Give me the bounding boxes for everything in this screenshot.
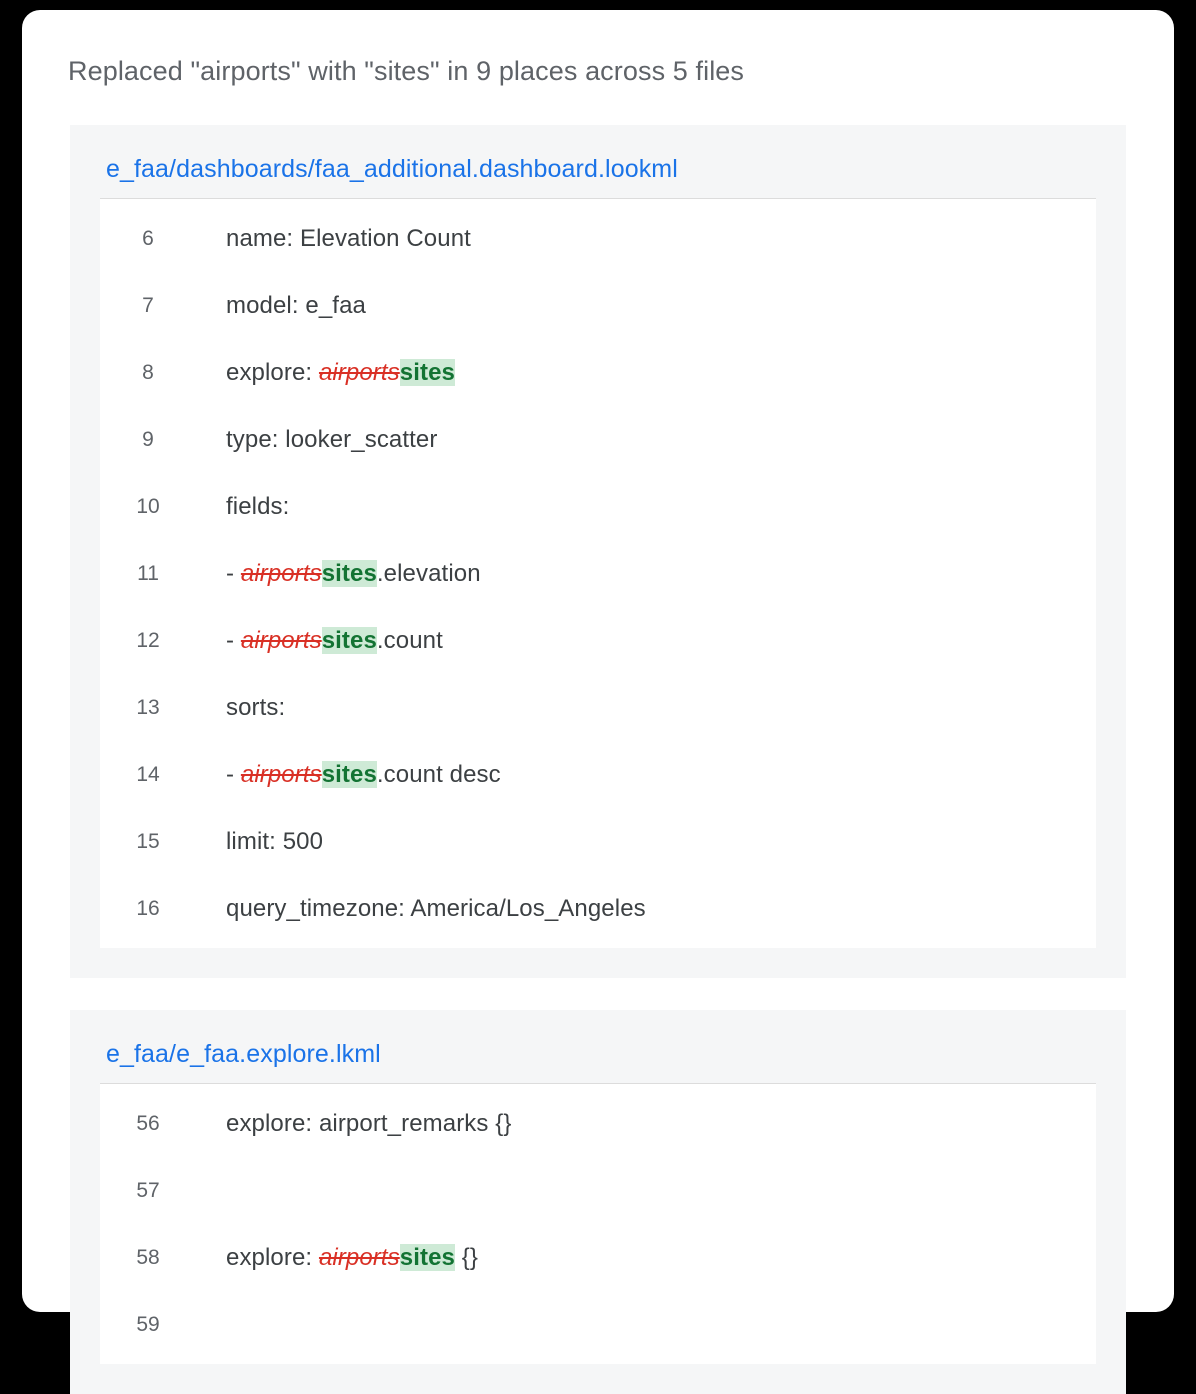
line-number: 14 bbox=[136, 762, 160, 786]
code-line-row bbox=[100, 741, 1096, 808]
inserted-text: sites bbox=[321, 559, 377, 587]
app-window bbox=[22, 10, 1174, 1336]
line-number: 6 bbox=[142, 226, 154, 250]
code-line-row bbox=[100, 205, 1096, 272]
code-text-segment: - bbox=[226, 760, 241, 788]
file-diff-card bbox=[70, 1010, 1126, 1394]
code-line-text bbox=[196, 359, 455, 387]
line-number: 10 bbox=[136, 494, 160, 518]
line-number: 9 bbox=[142, 427, 154, 451]
deleted-text: airports bbox=[318, 358, 400, 386]
code-line-row bbox=[100, 473, 1096, 540]
code-line-text bbox=[196, 895, 646, 923]
inserted-text: sites bbox=[399, 1243, 455, 1271]
code-block bbox=[100, 1084, 1096, 1364]
deleted-text: airports bbox=[240, 760, 322, 788]
code-text-segment: fields: bbox=[226, 492, 290, 520]
line-number: 59 bbox=[136, 1312, 160, 1336]
code-block bbox=[100, 199, 1096, 948]
code-line-text bbox=[196, 493, 289, 521]
code-line-text bbox=[196, 426, 437, 454]
line-number: 16 bbox=[136, 896, 160, 920]
code-text-segment: name: Elevation Count bbox=[226, 224, 471, 252]
line-number: 11 bbox=[137, 561, 159, 585]
file-path-link[interactable]: e_faa/e_faa.explore.lkml bbox=[106, 1040, 381, 1068]
code-line-row bbox=[100, 875, 1096, 942]
code-text-segment: - bbox=[226, 559, 241, 587]
code-text-segment: type: looker_scatter bbox=[226, 425, 438, 453]
deleted-text: airports bbox=[318, 1243, 400, 1271]
code-line-row bbox=[100, 1157, 1096, 1224]
line-number: 56 bbox=[136, 1111, 160, 1135]
code-line-row bbox=[100, 1224, 1096, 1291]
code-text-segment: sorts: bbox=[226, 693, 286, 721]
line-number: 7 bbox=[142, 293, 154, 317]
line-number: 13 bbox=[136, 695, 160, 719]
code-text-segment: .elevation bbox=[376, 559, 481, 587]
code-text-segment: - bbox=[226, 626, 241, 654]
code-line-row bbox=[100, 1090, 1096, 1157]
code-line-row bbox=[100, 272, 1096, 339]
code-text-segment: explore: bbox=[226, 1243, 319, 1271]
code-text-segment: explore: bbox=[226, 358, 319, 386]
file-path-link[interactable]: e_faa/dashboards/faa_additional.dashboard.lookml bbox=[106, 155, 678, 183]
line-number: 12 bbox=[136, 628, 160, 652]
deleted-text: airports bbox=[240, 626, 322, 654]
inserted-text: sites bbox=[321, 760, 377, 788]
code-line-row bbox=[100, 674, 1096, 741]
code-line-row bbox=[100, 339, 1096, 406]
line-number: 58 bbox=[136, 1245, 160, 1269]
code-line-text bbox=[196, 627, 443, 655]
code-line-row bbox=[100, 1291, 1096, 1358]
code-text-segment: .count bbox=[376, 626, 443, 654]
code-text-segment: model: e_faa bbox=[226, 291, 366, 319]
code-text-segment: {} bbox=[454, 1243, 478, 1271]
code-line-row bbox=[100, 406, 1096, 473]
code-line-text bbox=[196, 292, 366, 320]
code-line-text bbox=[196, 1110, 512, 1138]
code-line-text bbox=[196, 560, 481, 588]
file-diff-card bbox=[70, 125, 1126, 978]
code-line-text bbox=[196, 1244, 478, 1272]
code-line-row bbox=[100, 540, 1096, 607]
code-line-text bbox=[196, 828, 323, 856]
code-line-row bbox=[100, 808, 1096, 875]
code-line-row bbox=[100, 607, 1096, 674]
inserted-text: sites bbox=[399, 358, 455, 386]
code-line-text bbox=[196, 225, 471, 253]
code-text-segment: .count desc bbox=[376, 760, 501, 788]
line-number: 57 bbox=[136, 1178, 160, 1202]
line-number: 15 bbox=[136, 829, 160, 853]
code-line-text bbox=[196, 761, 501, 789]
code-line-text bbox=[196, 694, 285, 722]
deleted-text: airports bbox=[240, 559, 322, 587]
page-title: Replaced "airports" with "sites" in 9 places across 5 files bbox=[68, 56, 745, 86]
inserted-text: sites bbox=[321, 626, 377, 654]
line-number: 8 bbox=[142, 360, 154, 384]
code-text-segment: query_timezone: America/Los_Angeles bbox=[226, 894, 646, 922]
code-text-segment: limit: 500 bbox=[226, 827, 324, 855]
file-diff-list bbox=[22, 125, 1174, 1394]
code-text-segment: explore: airport_remarks {} bbox=[226, 1109, 512, 1137]
